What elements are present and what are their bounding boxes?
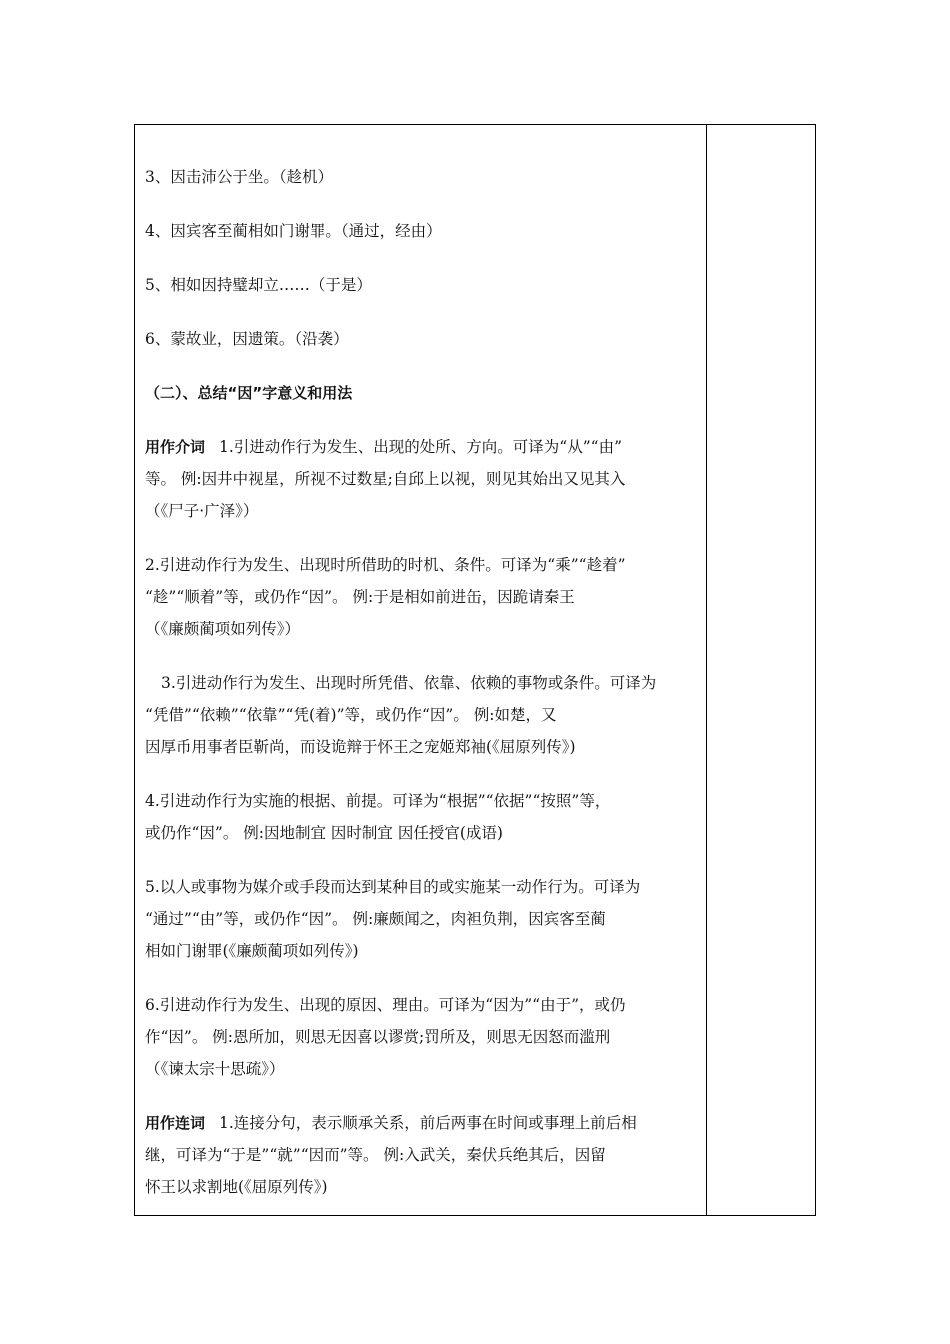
paragraph-line: 因厚币用事者臣靳尚，而设诡辩于怀王之宠姬郑袖(《屈原列传》) (145, 738, 576, 756)
preposition-usage-5 (145, 871, 701, 967)
paragraph-line: 相如门谢罪(《廉颇蔺项如列传》) (145, 942, 359, 960)
paragraph-line: 1.引进动作行为发生、出现的处所、方向。可译为“从”“由” (219, 438, 623, 456)
section-heading: （二）、总结“因”字意义和用法 (145, 384, 353, 402)
preposition-usage-4 (145, 785, 701, 849)
paragraph-line: “趁”“顺着”等，或仍作“因”。 例:于是相如前进缶，因跪请秦王 (145, 588, 575, 606)
preposition-usage-2 (145, 549, 701, 645)
example-item: 4、因宾客至蔺相如门谢罪。（通过，经由） (145, 222, 442, 240)
paragraph-line: 1.连接分句，表示顺承关系，前后两事在时间或事理上前后相 (219, 1114, 637, 1132)
preposition-usage-3 (145, 667, 701, 763)
paragraph-line: （《尸子·广泽》） (145, 502, 259, 520)
example-item: 5、相如因持璧却立……（于是） (145, 276, 372, 294)
paragraph-line: （《廉颇蔺项如列传》） (145, 620, 301, 638)
paragraph-line: 4.引进动作行为实施的根据、前提。可译为“根据”“依据”“按照”等， (145, 792, 611, 810)
paragraph-line: 2.引进动作行为发生、出现时所借助的时机、条件。可译为“乘”“趁着” (145, 556, 626, 574)
paragraph-line: 3.引进动作行为发生、出现时所凭借、依靠、依赖的事物或条件。可译为 (161, 674, 657, 692)
paragraph-line: “凭借”“依赖”“依靠”“凭(着)”等，或仍作“因”。 例:如楚，又 (145, 706, 557, 724)
preposition-usage-1 (145, 431, 701, 527)
paragraph-line: 或仍作“因”。 例:因地制宜 因时制宜 因任授官(成语) (145, 824, 503, 842)
usage-term: 用作介词 (145, 438, 206, 456)
usage-term: 用作连词 (145, 1114, 206, 1132)
paragraph-line: 5.以人或事物为媒介或手段而达到某种目的或实施某一动作行为。可译为 (145, 878, 641, 896)
paragraph-line: 继，可译为“于是”“就”“因而”等。 例:入武关，秦伏兵绝其后，因留 (145, 1146, 606, 1164)
paragraph-line: 等。 例:因井中视星，所视不过数星;自邱上以视，则见其始出又见其入 (145, 470, 626, 488)
main-column (145, 161, 701, 1203)
conjunction-usage-1 (145, 1107, 701, 1203)
column-divider (706, 125, 707, 1215)
paragraph-line: 6.引进动作行为发生、出现的原因、理由。可译为“因为”“由于”，或仍 (145, 996, 626, 1014)
paragraph-line: “通过”“由”等，或仍作“因”。 例:廉颇闻之，肉袒负荆，因宾客至蔺 (145, 910, 606, 928)
paragraph-line: 作“因”。 例:恩所加，则思无因喜以谬赏;罚所及，则思无因怒而滥刑 (145, 1028, 611, 1046)
example-item: 3、因击沛公于坐。（趁机） (145, 168, 334, 186)
document-table (134, 124, 816, 1216)
paragraph-line: （《谏太宗十思疏》） (145, 1060, 285, 1078)
paragraph-line: 怀王以求割地(《屈原列传》) (145, 1178, 328, 1196)
example-item: 6、蒙故业，因遗策。（沿袭） (145, 330, 349, 348)
preposition-usage-6 (145, 989, 701, 1085)
